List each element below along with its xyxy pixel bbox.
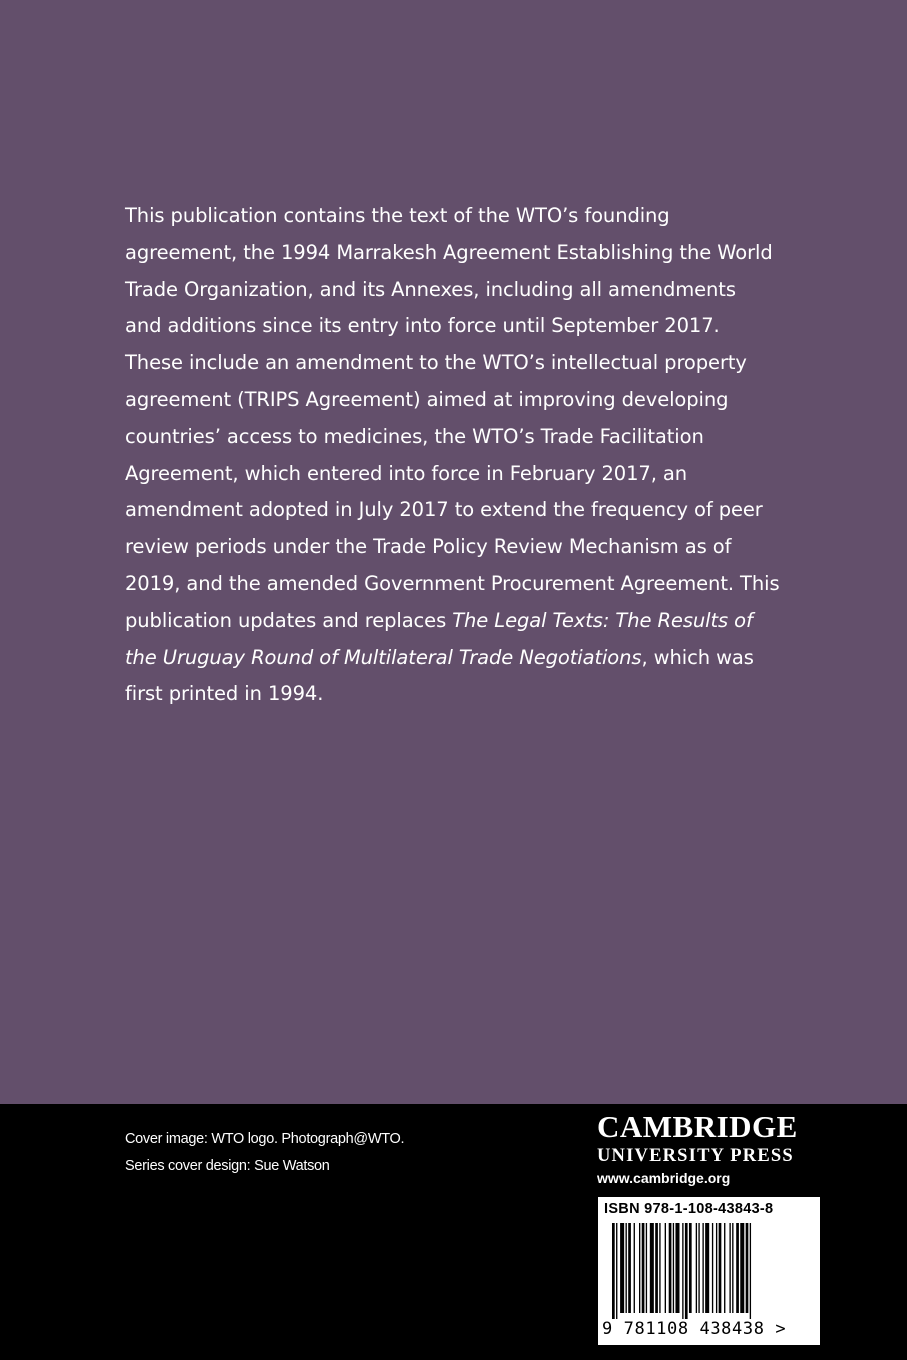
barcode-bar — [746, 1223, 749, 1313]
barcode-bar — [732, 1223, 733, 1313]
blurb-line: and additions since its entry into force until September 2017. — [125, 314, 720, 338]
barcode-bar — [740, 1223, 744, 1313]
blurb-text-run: , which was — [641, 645, 754, 669]
publisher-url: www.cambridge.org — [597, 1170, 731, 1186]
blurb-line: amendment adopted in July 2017 to extend the frequency of peer — [125, 498, 763, 522]
barcode-bar — [689, 1223, 692, 1313]
blurb-line: countries’ access to medicines, the WTO’s Trade Facilitation — [125, 424, 704, 448]
barcode-bar — [665, 1223, 666, 1313]
blurb-line: This publication contains the text of the WTO’s founding — [125, 204, 670, 227]
barcode-bar — [716, 1223, 717, 1313]
barcode-bar — [673, 1223, 674, 1313]
barcode-box — [598, 1197, 820, 1345]
barcode-bar — [669, 1223, 672, 1313]
cover-credits — [125, 1126, 404, 1180]
barcode-bar — [682, 1223, 683, 1319]
blurb-line: agreement, the 1994 Marrakesh Agreement Establishing the World — [125, 240, 773, 264]
barcode-bar — [642, 1223, 645, 1313]
publisher-block — [597, 1108, 821, 1190]
book-title-italic: The Legal Texts: The Results of — [452, 608, 753, 632]
barcode-bar — [646, 1223, 647, 1313]
barcode-bar — [634, 1223, 635, 1313]
blurb-line: agreement (TRIPS Agreement) aimed at improving developing — [125, 387, 729, 411]
barcode-bar — [628, 1223, 631, 1313]
barcode-bar — [750, 1223, 751, 1319]
barcode-bar — [616, 1223, 617, 1319]
blurb-text — [125, 198, 785, 713]
cover-image-credit: Cover image: WTO logo. Photograph@WTO. — [125, 1131, 405, 1147]
blurb-line: first printed in 1994. — [125, 682, 324, 706]
barcode-bar — [626, 1223, 627, 1313]
blurb-line: These include an amendment to the WTO’s intellectual property — [125, 351, 747, 375]
barcode-bar — [659, 1223, 660, 1313]
blurb-line — [125, 640, 785, 677]
barcode-bar — [639, 1223, 640, 1313]
barcode-digits: 9 781108 438438 > — [602, 1319, 787, 1339]
blurb-line: 2019, and the amended Government Procurement Agreement. This — [125, 571, 780, 595]
series-design-credit: Series cover design: Sue Watson — [125, 1158, 330, 1174]
blurb-line: Trade Organization, and its Annexes, including all amendments — [125, 277, 736, 301]
barcode-bar — [696, 1223, 697, 1313]
footer-band — [0, 1104, 907, 1360]
barcode-bar — [736, 1223, 739, 1313]
barcode-bar — [612, 1223, 615, 1319]
barcode-bar — [712, 1223, 713, 1313]
blurb-line: Agreement, which entered into force in February 2017, an — [125, 461, 688, 485]
isbn-label: ISBN 978-1-108-43843-8 — [604, 1201, 774, 1217]
barcode-bar — [650, 1223, 654, 1313]
barcode-bar — [675, 1223, 679, 1313]
barcode-icon — [612, 1223, 808, 1319]
blurb-line — [125, 603, 785, 640]
barcode-bar — [729, 1223, 730, 1313]
barcode-bar — [655, 1223, 658, 1313]
barcode-bar — [685, 1223, 688, 1319]
barcode-bar — [698, 1223, 699, 1313]
barcode-bar — [705, 1223, 709, 1313]
blurb-text-run: publication updates and replaces — [125, 608, 453, 632]
blurb-line: review periods under the Trade Policy Review Mechanism as of — [125, 535, 732, 559]
book-title-italic: the Uruguay Round of Multilateral Trade Negotiations — [125, 645, 642, 669]
barcode-bar — [719, 1223, 722, 1313]
barcode-bar — [620, 1223, 624, 1313]
publisher-subname: UNIVERSITY PRESS — [597, 1146, 794, 1166]
barcode-bar — [724, 1223, 725, 1313]
barcode-bar — [702, 1223, 703, 1313]
publisher-name: CAMBRIDGE — [597, 1109, 798, 1144]
